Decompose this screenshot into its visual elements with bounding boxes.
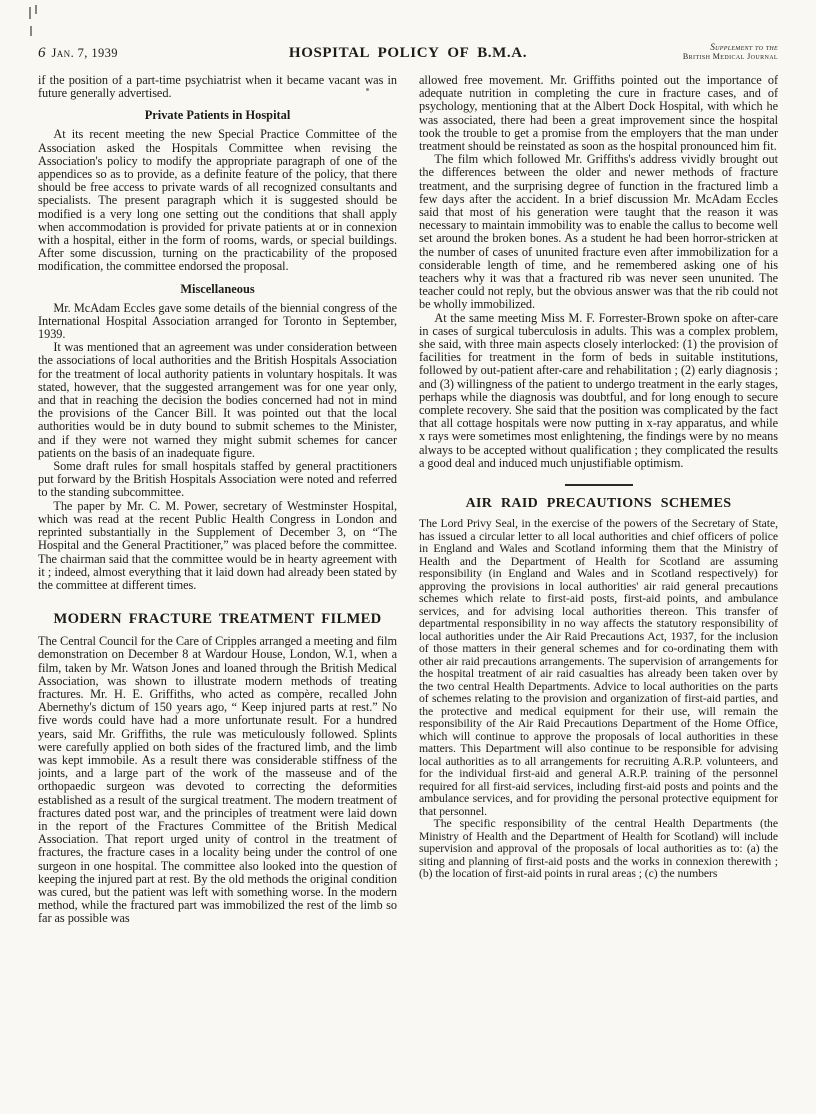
- paragraph: Mr. McAdam Eccles gave some details of the biennial congress of the International Hospital Association arranged for Toronto in September, 1939.: [38, 300, 397, 342]
- page-number: 6: [38, 44, 46, 61]
- scan-artifact: [30, 26, 32, 36]
- page-body: [38, 74, 778, 1106]
- scan-artifact: [35, 5, 37, 14]
- paragraph-continuation: allowed free movement. Mr. Griffiths pointed out the importance of adequate nutrition in completing the cure in fracture cases, and of psychology, mentioning that at the Albert Dock Hospital, with which he was associated, there had been a great improvement since the hospital took the trouble to get a promise from the employers that the man under treatment should be reinstated as soon as the hospital pronounced him fit.: [419, 74, 778, 154]
- paragraph: At its recent meeting the new Special Practice Committee of the Association asked the Hospitals Committee when revising the Association's policy to modify the appropriate paragraph of one of the appendices so as to provide, as a definite feature of the policy, that there should be free access to private wards of all recognized consultants and specialists. The present paragraph which it is suggested should be modified is a very long one setting out the conditions that shall apply when accommodation is provided for private patients at or in connexion with a hospital, either in the form of rooms, wards, or special buildings. After some discussion, turning on the practicability of the proposed modification, the committee endorsed the proposal.: [38, 127, 397, 274]
- column-left: [38, 74, 397, 1106]
- article-heading-air-raid: AIR RAID PRECAUTIONS SCHEMES: [465, 496, 732, 512]
- scan-artifact: [29, 7, 31, 19]
- article-heading-modern-fracture: MODERN FRACTURE TREATMENT FILMED: [53, 611, 382, 628]
- column-right: [419, 74, 778, 1106]
- section-heading-miscellaneous: Miscellaneous: [180, 281, 255, 296]
- paragraph: The paper by Mr. C. M. Power, secretary of Westminster Hospital, which was read at the recent Public Health Congress in London and reprinted substantially in the Supplement of December 3, on “The Hospital and the General Practitioner,” was placed before the committee. The chairman said that the committee would be in hearty agreement with it ; indeed, almost everything that it laid down had already been stated by the committee at different times.: [38, 498, 397, 592]
- supplement-line-2: British Medical Journal: [682, 52, 778, 62]
- paragraph: The specific responsibility of the central Health Departments (the Ministry of Health and the Department of Health for Scotland) will include supervision and approval of the proposals of local authorities as to: (a) the siting and planning of first-aid posts and the works in connexion therewith ; (b) the location of first-aid points in rural areas ; (c) the numbers: [419, 817, 778, 881]
- running-title: HOSPITAL POLICY OF B.M.A.: [288, 44, 528, 61]
- paragraph: Some draft rules for small hospitals staffed by general practitioners put forward by the British Hospitals Association were noted and referred to the standing subcommittee.: [38, 459, 397, 500]
- paragraph-continuation: if the position of a part-time psychiatrist when it became vacant was in future generally advertised.: [38, 74, 397, 101]
- supplement-line-1: Supplement to the: [710, 42, 778, 52]
- paragraph: The Central Council for the Care of Cripples arranged a meeting and film demonstration on December 8 at Wardour House, London, W.1, when a film, taken by Mr. Watson Jones and loaned through the British Medical Association, was shown to illustrate modern methods of treating fractures. Mr. H. E. Griffiths, who acted as compère, recalled John Abernethy's dictum of 150 years ago, “ Keep injured parts at rest.” No five words could have had a more unfortunate result. For a hundred years, said Mr. Griffiths, the rule was meticulously followed. Splints were carefully applied on both sides of the fractured limb, and the limb was kept immobile. As a result there was considerable stiffness of the joints, and a large part of the work of the masseuse and of the orthopaedic surgeon was devoted to correcting the deformities established as a result of the surgical treatment. The modern treatment of fractures dated post war, and the principles of treatment were laid down in the report of the Fractures Committee of the British Medical Association. That report urged unity of control in the treatment of fractures, the fracture cases in a locality being under the control of one surgeon in one hospital. The committee also looked into the question of keeping the injured part at rest. By the old methods the original condition was cured, but the patient was left with something worse. In the modern method, while the fractured part was immobilized the rest of the limb so far as possible was: [38, 634, 397, 926]
- paragraph: It was mentioned that an agreement was under consideration between the associations of local authorities and the British Hospitals Association for the treatment of local authority patients in voluntary hospitals. It was stated, however, that the suggested arrangement was for one year only, and that in reaching the decision the bodies concerned had not in mind the provisions of the Cancer Bill. It was pointed out that the local authorities would be in duty bound to submit schemes to the Minister, and if they were not warned they might submit schemes for cancer patients on the basis of an inadequate figure.: [38, 340, 397, 460]
- masthead: [38, 42, 778, 62]
- section-heading-private-patients: Private Patients in Hospital: [144, 108, 291, 123]
- supplement-note: [608, 42, 778, 62]
- air-raid-article-body: [419, 518, 778, 881]
- issue-date: Jan. 7, 1939: [51, 45, 118, 60]
- paragraph: The Lord Privy Seal, in the exercise of the powers of the Secretary of State, has issued a circular letter to all local authorities and chief officers of police in England and Wales and Scotland informing them that the Ministry of Health and the Department of Health for Scotland are assuming responsibility (in England and Wales and in Scotland respectively) for approving the provisions in local authorities' air raid general precautions schemes which relate to first-aid posts, first-aid points, and ambulance services, and for advising local authorities thereon. This transfer of departmental responsibility in no way affects the statutory responsibility of local authorities under the Air Raid Precautions Act, 1937, for the inclusion of those matters in their general schemes and for co-ordinating them with other air raid precautions arrangements. The supervision of arrangements for the hospital treatment of air raid casualties has already been taken over by the two central Health Departments. Advice to local authorities on the parts of schemes relating to the provision and organization of first-aid parties, and the protective and medical equipment for their use, will remain the responsibility of the Air Raid Precautions Department of the Home Office, which will continue to approve the proposals of local authorities in these matters. This Department will also continue to be responsible for advising local authorities as to all arrangements for recruiting A.R.P. volunteers, and for the individual first-aid and general A.R.P. training of the personnel required for all first-aid services, including first-aid posts and points and the ambulance services, and for providing the personal protective equipment for that personnel.: [419, 517, 778, 818]
- paragraph: At the same meeting Miss M. F. Forrester-Brown spoke on after-care in cases of surgical tuberculosis in adults. This was a complex problem, she said, with three main aspects closely interlocked: (1) the provision of facilities for treatment in the form of beds in suitable institutions, followed by out-patient after-care and rehabilitation ; (2) early diagnosis ; and (3) willingness of the patient to undergo treatment in the early stages, perhaps while the diagnosis was doubtful, and for long enough to secure complete recovery. She said that the position was complicated by the fact that all cottage hospitals were now putting in x-ray apparatus, and while x rays were sometimes most enlightening, the findings were by no means always to be accepted without qualification ; they complicated the results a good deal and induced much unjustifiable optimism.: [419, 310, 778, 470]
- paragraph: The film which followed Mr. Griffiths's address vividly brought out the differences between the older and newer methods of fracture treatment, and the surprising degree of function in the fractured limb a few days after the accident. In a brief discussion Mr. McAdam Eccles said that most of his generation were taught that the reason it was necessary to maintain immobility was to enable the callus to become well set around the broken bones. As a student he had been horror-stricken at the number of cases of ununited fracture even after immobilization for a considerable length of time, and he remembered asking one of his teachers why it was that a fractured rib was never seen ununited. The teacher could not reply, but the obvious answer was that the rib could not be wholly immobilized.: [419, 152, 778, 312]
- masthead-left: [38, 44, 208, 62]
- section-divider-rule: [565, 484, 633, 486]
